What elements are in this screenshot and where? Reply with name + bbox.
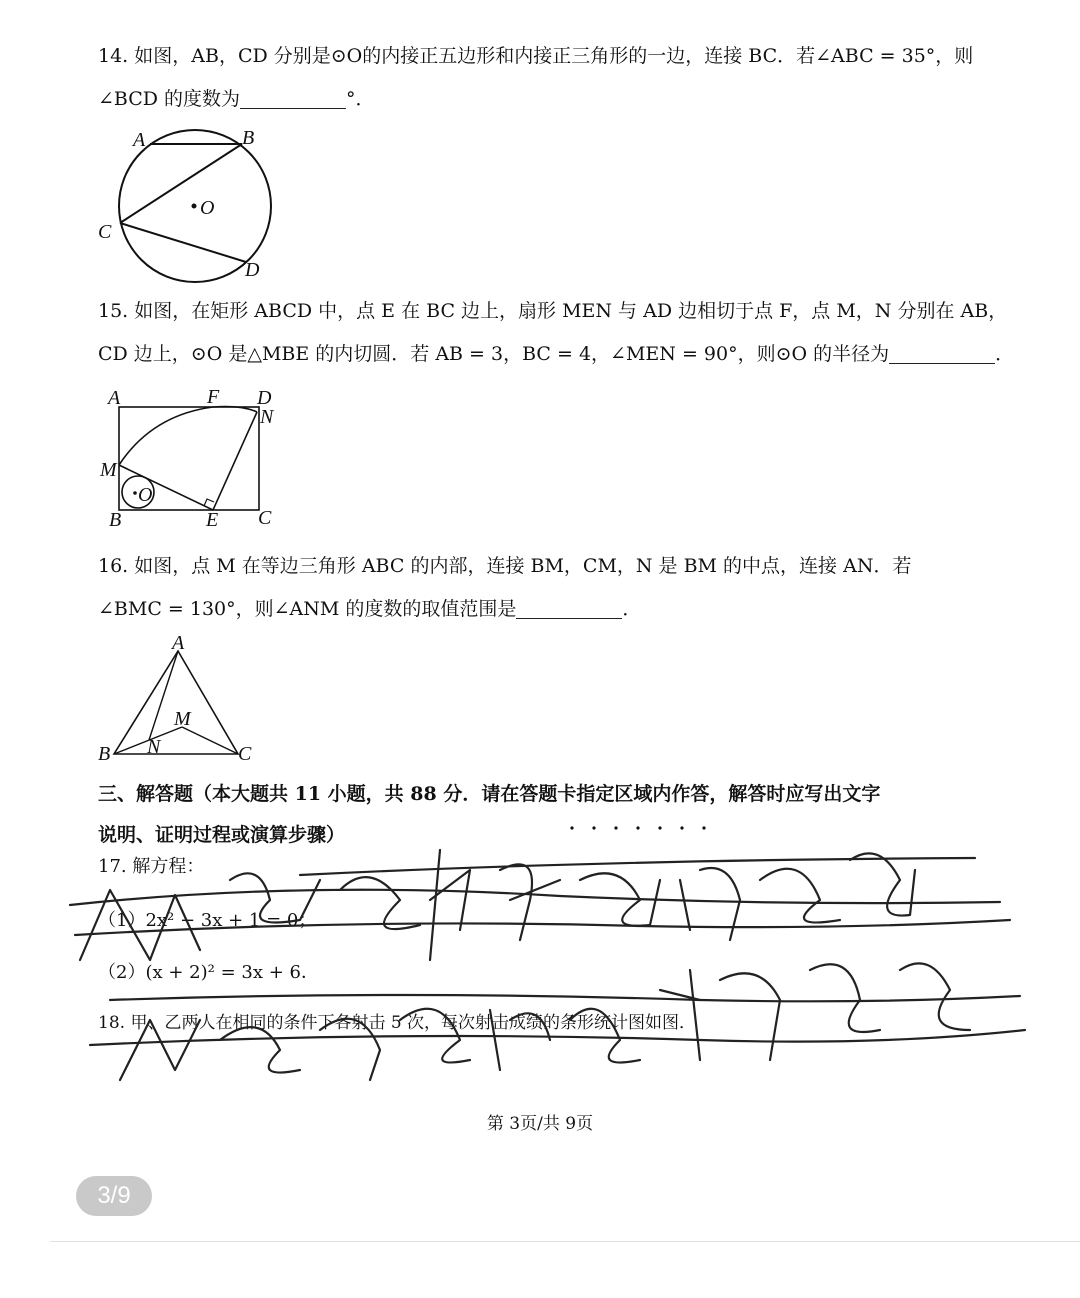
q14-label-b: B bbox=[242, 127, 255, 149]
emphasis-dots bbox=[558, 824, 718, 832]
q15-right-angle-mark bbox=[204, 499, 214, 506]
q15-label-f: F bbox=[207, 386, 220, 408]
q14-circle-figure bbox=[90, 122, 290, 287]
q14-answer-blank bbox=[240, 90, 346, 109]
q16-label-n: N bbox=[147, 736, 161, 758]
q15-label-d: D bbox=[257, 387, 272, 409]
q15-segment-en bbox=[213, 412, 257, 510]
q16-label-b: B bbox=[98, 743, 111, 765]
q15-incircle-center bbox=[133, 491, 137, 495]
q16-triangle-abc bbox=[114, 651, 238, 754]
q14-label-d: D bbox=[245, 259, 260, 281]
q15-label-a: A bbox=[108, 387, 121, 409]
q14-center-dot bbox=[192, 204, 197, 209]
page-indicator-badge: 3/9 bbox=[76, 1176, 152, 1216]
q15-answer-blank bbox=[889, 345, 995, 364]
q16-line2 bbox=[98, 600, 641, 619]
q14-label-o: O bbox=[200, 197, 215, 219]
q15-label-c: C bbox=[258, 507, 272, 529]
q15-label-n: N bbox=[260, 406, 274, 428]
q16-triangle-figure bbox=[92, 632, 272, 767]
q16-label-a: A bbox=[172, 632, 185, 654]
page-number-label: 第 3页/共 9页 bbox=[486, 1114, 594, 1134]
q14-label-c: C bbox=[98, 221, 112, 243]
q17-title: 17. 解方程： bbox=[98, 856, 205, 877]
q16-line1: 16. 如图，点 M 在等边三角形 ABC 的内部，连接 BM，CM，N 是 BM 的中点，连接 AN．若 bbox=[98, 555, 912, 577]
q15-label-o: O bbox=[138, 484, 153, 506]
q16-label-c: C bbox=[238, 743, 252, 765]
q15-line2 bbox=[98, 345, 1014, 364]
section-heading-line1: 三、解答题（本大题共 11 小题，共 88 分．请在答题卡指定区域内作答，解答时应写出文字 bbox=[98, 783, 881, 805]
q16-line2-text: ∠BMC = 130°，则∠ANM 的度数的取值范围是 bbox=[98, 598, 517, 620]
q15-line2-end: ． bbox=[995, 343, 1015, 365]
q14-line2-text: ∠BCD 的度数为 bbox=[98, 88, 241, 110]
q15-line1: 15. 如图，在矩形 ABCD 中，点 E 在 BC 边上，扇形 MEN 与 AD 边相切于点 F，点 M，N 分别在 AB， bbox=[98, 300, 1008, 322]
q14-line2-end: °． bbox=[346, 88, 375, 110]
q15-rectangle-figure bbox=[92, 385, 292, 535]
section-heading-line2: 说明、证明过程或演算步骤） bbox=[98, 824, 346, 846]
q15-label-b: B bbox=[109, 509, 122, 531]
bottom-divider bbox=[50, 1241, 1080, 1242]
q17-part1: （1）2x² − 3x + 1 = 0； bbox=[98, 910, 317, 931]
q15-label-e: E bbox=[206, 509, 219, 531]
q17-part2: （2）(x + 2)² = 3x + 6． bbox=[98, 962, 319, 983]
q16-line2-end: ． bbox=[622, 598, 642, 620]
q15-line2-text: CD 边上，⊙O 是△MBE 的内切圆．若 AB = 3，BC = 4，∠MEN = 90°，则⊙O 的半径为 bbox=[98, 343, 890, 365]
q14-line1: 14. 如图，AB，CD 分别是⊙O的内接正五边形和内接正三角形的一边，连接 BC．若∠ABC = 35°，则 bbox=[98, 45, 974, 67]
q16-label-m: M bbox=[174, 708, 191, 730]
q16-answer-blank bbox=[516, 600, 622, 619]
q14-line2 bbox=[98, 90, 375, 109]
q18-text: 18. 甲、乙两人在相同的条件下各射击 5 次，每次射击成绩的条形统计图如图． bbox=[98, 1013, 697, 1033]
q15-label-m: M bbox=[100, 459, 117, 481]
q14-label-a: A bbox=[133, 129, 146, 151]
q15-segment-me bbox=[119, 465, 213, 510]
